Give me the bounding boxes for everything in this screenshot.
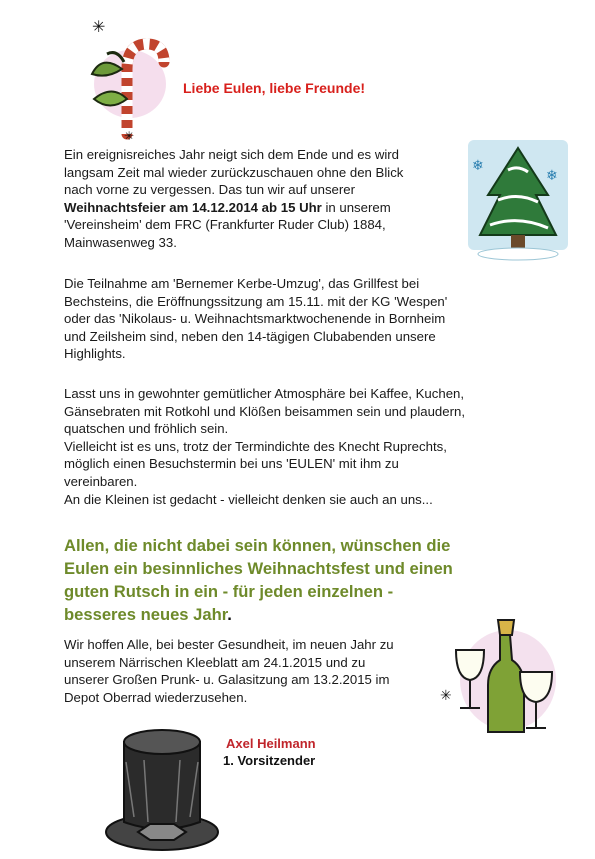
invitation-line: Vielleicht ist es uns, trotz der Termindichte des Knecht Ruprechts, xyxy=(64,438,447,454)
intro-line: 'Vereinsheim' dem FRC (Frankfurter Ruder Club) 1884, xyxy=(64,217,386,233)
christmas-tree-icon xyxy=(468,140,568,265)
wish-line xyxy=(64,603,453,626)
invitation-line: An die Kleinen ist gedacht - vielleicht denken sie auch an uns... xyxy=(64,491,433,507)
invitation-line: vereinbaren. xyxy=(64,473,138,489)
intro-paragraph xyxy=(64,146,403,252)
intro-line: langsam Zeit mal wieder zurückzuschauen ohne den Blick xyxy=(64,164,404,180)
invitation-line: Gänsebraten mit Rotkohl und Klößen beisammen sein und plaudern, xyxy=(64,403,465,419)
wish-line: Eulen ein besinnliches Weihnachtsfest und einen xyxy=(64,559,453,578)
wish-line: guten Rutsch in ein - für jeden einzelnen - xyxy=(64,582,394,601)
svg-text:✳: ✳ xyxy=(92,17,106,36)
candy-cane-icon xyxy=(72,14,172,144)
dates-line: unserem Närrischen Kleeblatt am 24.1.2015 und zu xyxy=(64,654,366,670)
dates-line: Wir hoffen Alle, bei bester Gesundheit, im neuen Jahr zu xyxy=(64,637,394,652)
highlights-line: oder das 'Nikolaus- u. Weihnachtsmarktwochenende in Bornheim xyxy=(64,311,446,327)
svg-text:❄: ❄ xyxy=(546,168,558,184)
wish-line-text: besseres neues Jahr xyxy=(64,605,228,624)
intro-line-rest: in unserem xyxy=(321,199,391,215)
invitation-line: Lasst uns in gewohnter gemütlicher Atmosphäre bei Kaffee, Kuchen, xyxy=(64,386,465,401)
invitation-paragraph xyxy=(64,385,465,508)
top-hat-icon xyxy=(104,722,222,854)
invitation-line: quatschen und fröhlich sein. xyxy=(64,421,229,437)
svg-text:❄: ❄ xyxy=(472,158,484,174)
signature-name: Axel Heilmann xyxy=(226,736,316,751)
intro-line: Mainwasenweg 33. xyxy=(64,234,177,250)
dates-line: unserer Großen Prunk- u. Galasitzung am 13.2.2015 im xyxy=(64,672,390,688)
wish-period: . xyxy=(227,605,232,624)
svg-text:✳: ✳ xyxy=(440,688,452,704)
svg-text:✳: ✳ xyxy=(124,129,135,143)
highlights-line: und Zeilsheim sind, neben den 14-tägigen Clubabenden unsere xyxy=(64,328,436,344)
highlights-paragraph xyxy=(64,275,447,363)
intro-line: Ein ereignisreiches Jahr neigt sich dem Ende und es wird xyxy=(64,147,399,162)
intro-line: nach vorne zu vergessen. Das tun wir auf unserer xyxy=(64,182,356,198)
highlights-line: Highlights. xyxy=(64,346,126,362)
greeting-heading: Liebe Eulen, liebe Freunde! xyxy=(183,80,366,96)
holiday-wish xyxy=(64,534,453,626)
invitation-line: möglich einen Besuchstermin bei uns 'EULEN' mit ihm zu xyxy=(64,456,399,472)
highlights-line: Bechsteins, die Eröffnungssitzung am 15.11. mit der KG 'Wespen' xyxy=(64,293,448,309)
intro-line xyxy=(64,199,403,217)
signature-title: 1. Vorsitzender xyxy=(223,753,316,768)
highlights-line: Die Teilnahme am 'Bernemer Kerbe-Umzug', das Grillfest bei xyxy=(64,276,420,291)
party-date: Weihnachtsfeier am 14.12.2014 ab 15 Uhr xyxy=(64,199,322,215)
champagne-icon xyxy=(438,610,563,738)
dates-paragraph xyxy=(64,636,394,706)
dates-line: Depot Oberrad wiederzusehen. xyxy=(64,689,248,705)
wish-line: Allen, die nicht dabei sein können, wünschen die xyxy=(64,536,451,555)
